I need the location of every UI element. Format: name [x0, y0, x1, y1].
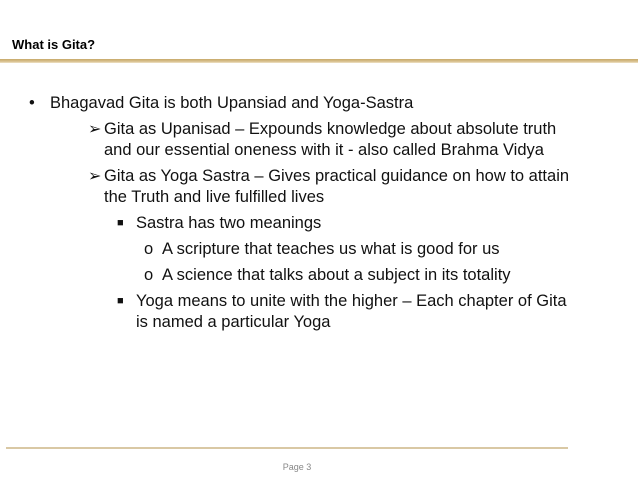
bullet-item-scripture [0, 239, 638, 260]
arrow-bullet-icon: ➢ [88, 168, 102, 185]
bullet-item-bhagavad-gita [0, 93, 638, 114]
bullet-item-gita-as-yoga-sastra [0, 166, 638, 208]
bullet-item-gita-as-upanisad [0, 119, 638, 161]
title-divider [0, 59, 638, 63]
square-bullet-icon: ■ [117, 295, 124, 307]
circle-bullet-icon: o [144, 240, 154, 258]
round-bullet-icon: • [29, 94, 35, 112]
bullet-item-sastra-meanings [0, 213, 638, 234]
bullet-item-yoga-meaning [0, 291, 638, 333]
bullet-text: A scripture that teaches us what is good for us [162, 240, 500, 258]
square-bullet-icon: ■ [117, 217, 124, 229]
bullet-text: Bhagavad Gita is both Upansiad and Yoga-Sastra [50, 94, 414, 112]
footer-divider [6, 447, 568, 449]
bullet-text: Gita as Upanisad – Expounds knowledge about absolute truth and our essential oneness with it - also called Brahma Vidya [104, 120, 557, 159]
bullet-item-science [0, 265, 638, 286]
bullet-list [0, 93, 638, 338]
bullet-text: Yoga means to unite with the higher – Each chapter of Gita is named a particular Yoga [136, 292, 567, 331]
slide-title: What is Gita? [12, 37, 96, 52]
arrow-bullet-icon: ➢ [88, 121, 102, 138]
bullet-text: A science that talks about a subject in its totality [162, 266, 511, 284]
bullet-text: Sastra has two meanings [136, 214, 322, 232]
bullet-text: Gita as Yoga Sastra – Gives practical guidance on how to attain the Truth and live fulfilled lives [104, 167, 570, 206]
circle-bullet-icon: o [144, 266, 154, 284]
page-number: Page 3 [282, 462, 312, 472]
